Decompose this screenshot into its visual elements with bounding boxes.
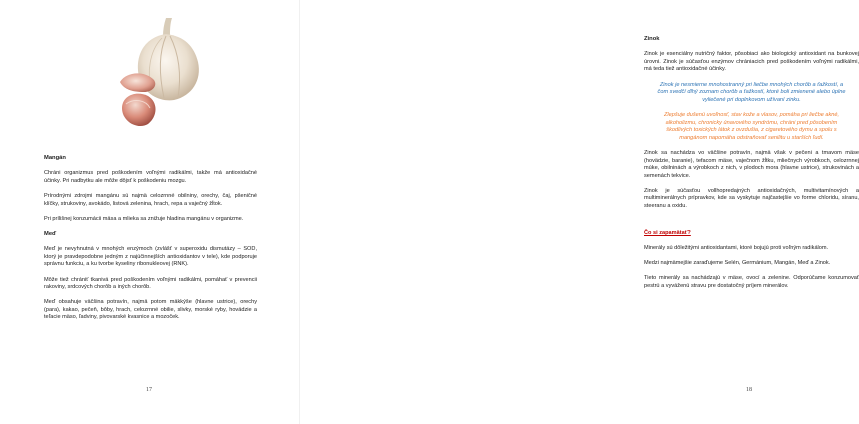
section-heading-remember: Čo si zapamätať?: [644, 229, 691, 236]
zinc-quote-orange: Zlepšuje dušenú uvoľnosť, stav kože a vlasov, pomáha pri liečbe akné, alkoholizmu, chronicky únavového syndrómu, chráni pred pôsobením škodlivých toxických látok z ovzdušia, z cigaretového dymu a spolu s mangánom napomáha odstraňovať senilitu u starších ľudí.: [663, 111, 840, 141]
section-heading-manganese: Mangán: [44, 155, 66, 161]
manganese-paragraph-1: Chráni organizmus pred poškodením voľnými radikálmi, takže má antioxidačné účinky. Pri nadbytku ale môže dôjsť k poškodeniu mozgu.: [44, 170, 257, 184]
left-page-text: [44, 155, 257, 322]
zinc-quote-blue: Zinok je nesmierne mnohostranný pri liečbe mnohých chorôb a ťažkostí, a čom svedčí dlhý zoznam chorôb a ťažkostí, ktoré boli zmienené alebo úplne vyliečené pri doplnkovom užívaní zinku.: [657, 81, 846, 103]
remember-paragraph-3: Tieto minerály sa nachádzajú v mäse, ovocí a zelenine. Odporúčame konzumovať pestrú a vyváženú stravu pre dostatočný príjem minerálov.: [644, 275, 859, 289]
page-left: [0, 0, 300, 424]
section-heading-copper: Meď: [44, 230, 57, 237]
copper-paragraph-1: Meď je nevyhnutná v mnohých enzýmoch (zvlášť v superoxidu dismutázy – SOD, ktorý je pravdepodobne jedným z najúčinnejších antioxidantov v tele), kde podporuje správnu funkciu, a ku tvorbe kyseliny ribonukleovej (RNK).: [44, 246, 257, 268]
section-heading-zinc: Zinok: [644, 36, 660, 42]
remember-paragraph-1: Minerály sú dôležitými antioxidantami, ktoré bojujú proti voľným radikálom.: [644, 245, 829, 252]
page-number-right: 18: [746, 387, 752, 393]
manganese-paragraph-2: Prírodnými zdrojmi mangánu sú najmä celozrnné obilniny, orechy, čaj, pšeničné klíčky, strukoviny, avokádo, listová zelenina, hrach, repa a vaječný žĺtok.: [44, 192, 257, 207]
page-right: [300, 0, 859, 424]
zinc-sources: Zinok sa nachádza vo väčšine potravín, najmä však v pečeni a tmavom mäse (hovädzie, baranie), tefacom mäse, vaječnom žĺtku, mliečnych výrobkoch, celozrnnej múke, obilninách a výrobkoch z nich, v plodoch mora (hlavne ustrice), strukovinách a semenách tekvice.: [644, 149, 859, 179]
copper-paragraph-2: Môže tiež chrániť tkanivá pred poškodením voľnými radikálmi, pomáhať v prevencii rakoviny, srdcových chorôb a iných chorôb.: [44, 276, 257, 291]
zinc-supplements: Zinok je súčasťou vollhopredajných antioxidačných, multivitamínových a multiminerálnych prípravkov, kde sa vyskytuje najčastejšie vo forme chloridu, síranu, steeranu a oxidu.: [644, 187, 859, 210]
right-page-text: [644, 36, 859, 291]
remember-paragraph-2: Medzi najmämejšie zaraďujeme Selén, Germánium, Mangán, Meď a Zinok.: [644, 260, 831, 267]
section-spacer: [644, 218, 859, 222]
zinc-intro: Zinok je esenciálny nutričný faktor, pôsobiaci ako biologický antioxidant na bunkovej úrovni. Zinok je súčasťou enzýmov chrániacich pred poškodením voľnými radikálmi, má teda tiež antioxidačné účinky.: [644, 51, 859, 73]
page-number-left: 17: [146, 387, 152, 393]
copper-paragraph-3: Meď obsahuje väčšina potravín, najmä potom mäkkýše (hlavne ustrice), orechy (para), kakao, pečeň, bôby, hrach, celozrnné obilie, slivky, morské ryby, hovädzie a teľacie mäso, ľadviny, pivovarské kvasnice a mozoček.: [44, 299, 257, 321]
garlic-illustration: [100, 10, 210, 135]
manganese-paragraph-3: Pri prílišnej konzumácii mäsa a mlieka sa znižuje hladina mangánu v organizme.: [44, 215, 244, 222]
